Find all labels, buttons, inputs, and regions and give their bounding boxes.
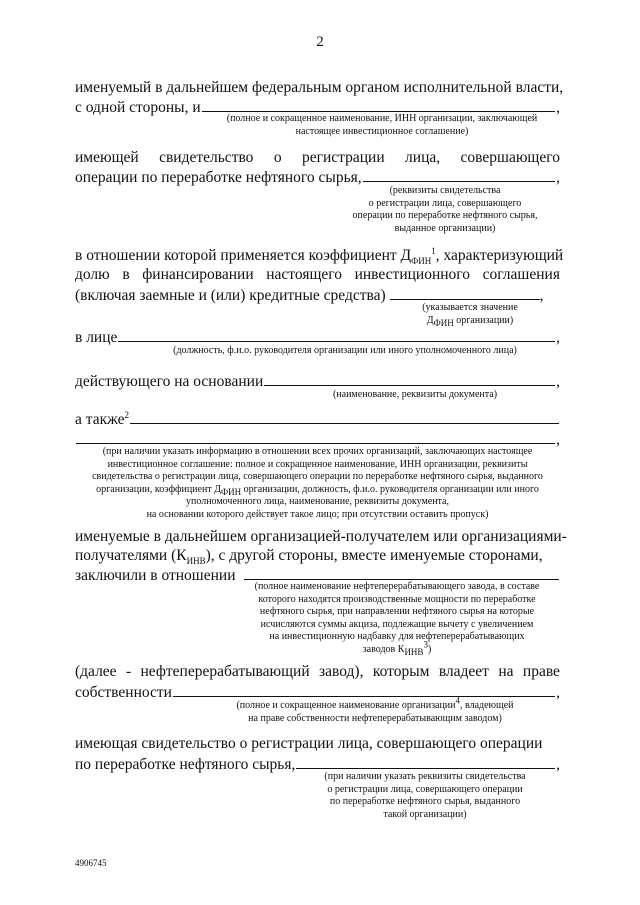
b6-line1: а также$^2$ [75,408,560,430]
b9-note: (при наличии указать реквизиты свидетельства о регистрации лица, совершающего операции по переработке нефтяного сырья, выданного такой организации) [324,771,526,820]
dfin-value-field[interactable] [390,284,540,300]
b2-note: (реквизиты свидетельства о регистрации лица, совершающего операции по переработке нефтяного сырья, выданное организации) [352,185,538,234]
b6-line2: , [75,428,560,450]
org-name-field[interactable] [202,96,556,112]
b1-line2: с одной стороны, и , [75,96,560,118]
b7-note: (полное наименование нефтеперерабатывающего завода, в составе которого находятся производственные мощности по переработке нефтяного сырья, при направлении нефтяного сырья на которые исчисляются суммы акциза, подлежащие вычету с увеличением на инвестиционную надбавку для нефтеперерабатывающих заводов $К_{ИНВ}^3$) [254,581,540,657]
b3-line2: долю в финансировании настоящего инвестиционного соглашения [75,266,560,283]
b2-line2: операции по переработке нефтяного сырья, , [75,166,560,188]
b2-line1: имеющей свидетельство о регистрации лица, совершающего [75,149,560,166]
owner-org-field[interactable] [173,681,555,697]
other-orgs-field-2[interactable] [76,428,555,444]
b7-line1: именуемые в дальнейшем организацией-получателем или организациями- [75,528,567,545]
footer-code: 4906745 [75,858,107,868]
b3-line3: (включая заемные и (или) кредитные средства) , [75,284,560,306]
b7-line2: получателями $(К_{ИНВ})$, с другой стороны, вместе именуемые сторонами, [75,547,543,567]
b5-line: действующего на основании , [75,370,560,392]
certificate-field[interactable] [363,166,555,182]
b4-line: в лице , [75,326,560,348]
b4-note: (должность, ф.и.о. руководителя организации или иного уполномоченного лица) [173,345,517,356]
b1-note: (полное и сокращенное наименование, ИНН организации, заключающей настоящее инвестиционное соглашение) [226,113,538,137]
b9-line1: имеющая свидетельство о регистрации лица, совершающего операции [75,735,543,752]
representative-field[interactable] [118,326,555,342]
owner-certificate-field[interactable] [296,753,555,769]
basis-document-field[interactable] [264,370,555,386]
b3-note: (указывается значение $Д_{ФИН}$ организации) [422,302,518,328]
b8-line2: собственности , [75,681,560,703]
refinery-name-field[interactable] [244,564,559,580]
b6-note: (при наличии указать информацию в отношении всех прочих организаций, заключающих настоящее инвестиционное соглашение: полное и сокращенное наименование, ИНН организации, реквизиты свидетельства о регистрации лица, совершающего операции по переработке нефтяного сырья, выданного организации, коэффициент $Д_{ФИН}$ организации, должность, ф.и.о. руководителя организации или иного уполномоченного лица, наименование, реквизиты документа, на основании которого действует такое лицо; при отсутствии оставить пропуск) [92,446,543,520]
b5-note: (наименование, реквизиты документа) [332,389,498,400]
other-orgs-field-1[interactable] [130,408,559,424]
page-number: 2 [316,34,324,50]
b7-line3: заключили в отношении [75,564,560,586]
b9-line2: по переработке нефтяного сырья, , [75,753,560,775]
b1-line1: именуемый в дальнейшем федеральным органом исполнительной власти, [75,79,564,96]
b3-line1: в отношении которой применяется коэффициент $Д_{ФИН}^1$, характеризующий [75,245,564,267]
b8-note: (полное и сокращенное наименование организации$^4$, владеющей на праве собственности нефтеперерабатывающим заводом) [236,695,514,724]
b8-line1: (далее - нефтеперерабатывающий завод), которым владеет на праве [75,663,560,680]
